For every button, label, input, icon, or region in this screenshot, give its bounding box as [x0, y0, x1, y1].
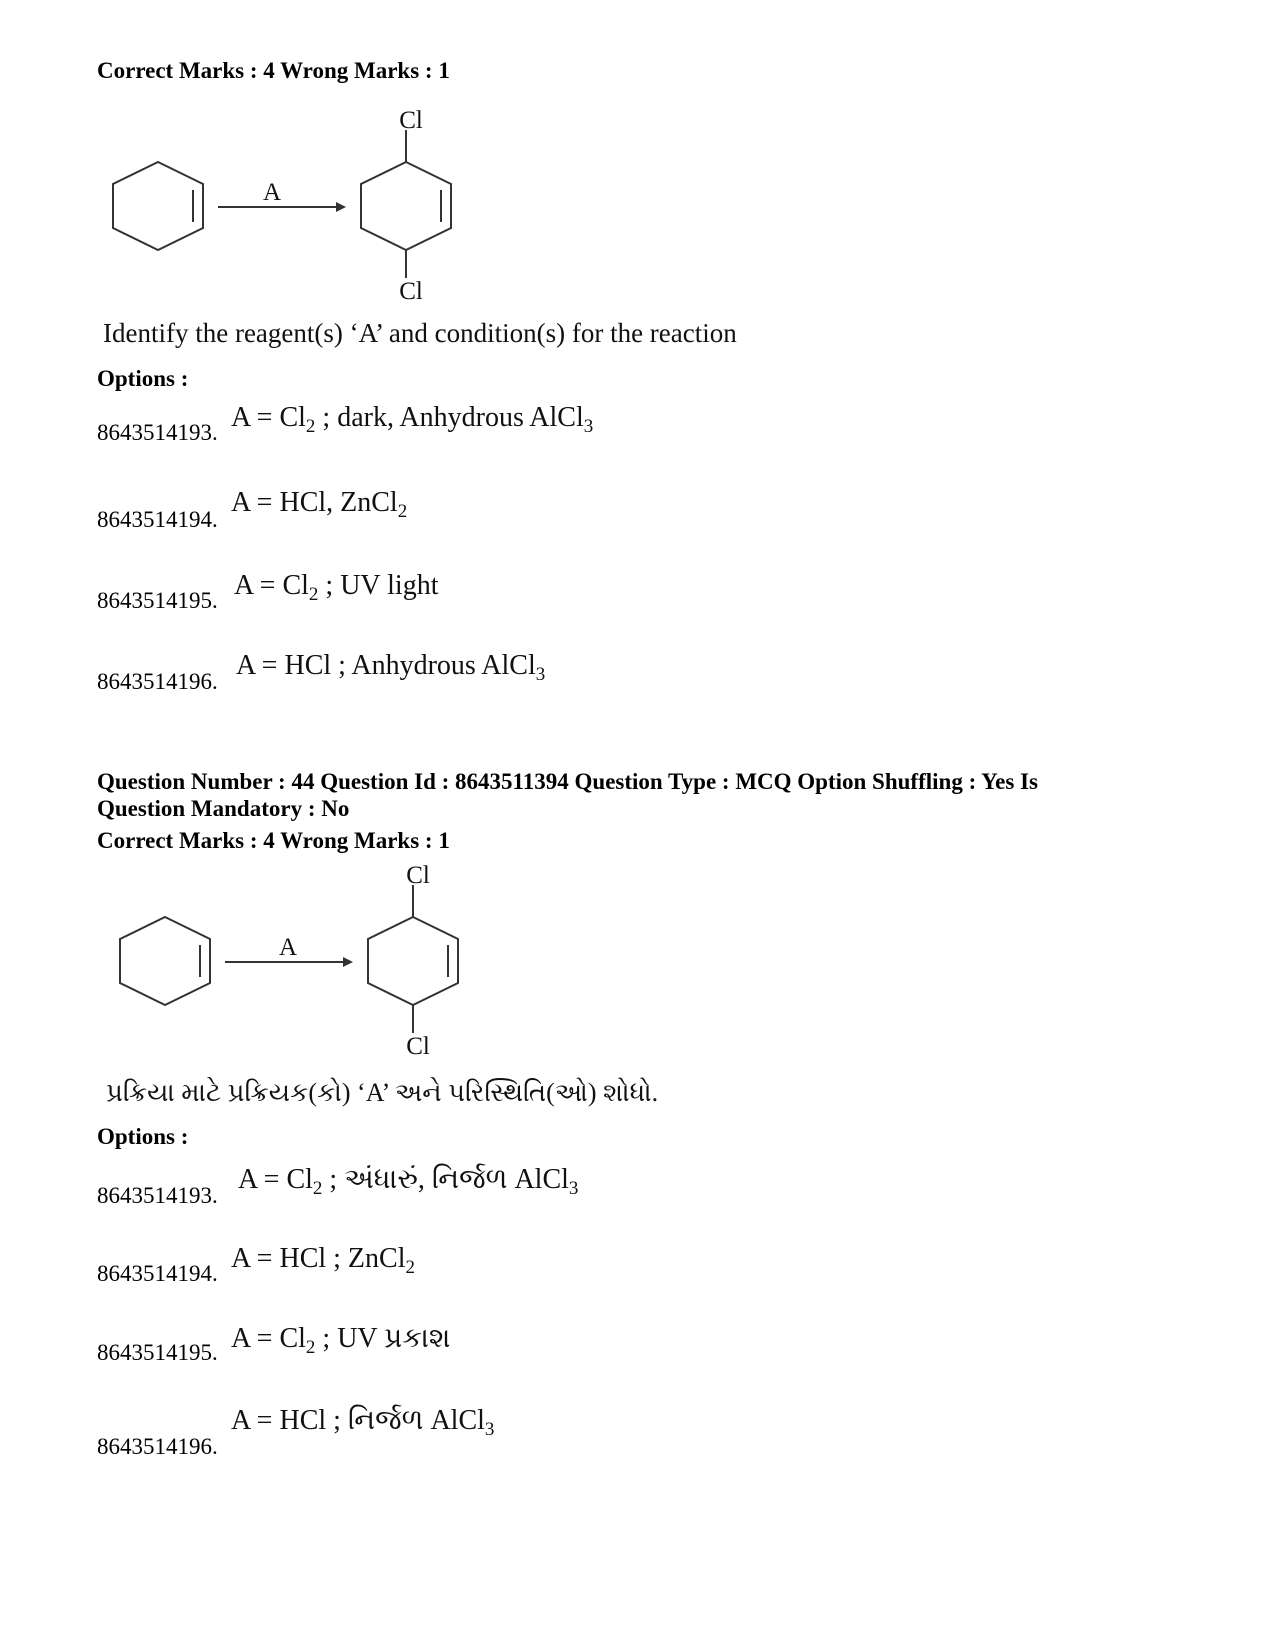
cyclohexene-ring: [120, 917, 210, 1005]
q43-options-label: Options :: [97, 366, 189, 391]
q44-option-4-id: 8643514196.: [97, 1434, 218, 1459]
substituent-bottom: Cl: [399, 278, 423, 305]
q44-reaction-diagram: [107, 855, 507, 1065]
q43-marks: Correct Marks : 4 Wrong Marks : 1: [97, 58, 450, 83]
q44-option-1-id: 8643514193.: [97, 1183, 218, 1208]
q44-prompt: પ્રક્રિયા માટે પ્રક્રિયક(કો) ‘A’ અને પરિસ્થિતિ(ઓ) શોધો.: [106, 1078, 659, 1107]
q43-option-2-id: 8643514194.: [97, 507, 218, 532]
substituent-top: Cl: [399, 107, 423, 134]
q43-option-1-id: 8643514193.: [97, 420, 218, 445]
cyclohexene-ring: [113, 162, 203, 250]
q44-option-2-id: 8643514194.: [97, 1261, 218, 1286]
q43-prompt: Identify the reagent(s) ‘A’ and condition(s) for the reaction: [103, 318, 737, 348]
product-ring: [361, 162, 451, 250]
q44-option-4[interactable]: A = HCl ; નિર્જળ AlCl$_3$: [231, 1405, 495, 1440]
q43-option-2[interactable]: A = HCl, ZnCl$_2$: [231, 487, 408, 522]
q44-header-line1: Question Number : 44 Question Id : 8643511394 Question Type : MCQ Option Shuffling : Yes Is: [97, 769, 1038, 794]
q43-reaction-diagram: [100, 100, 500, 310]
q43-option-4[interactable]: A = HCl ; Anhydrous AlCl$_3$: [236, 650, 546, 685]
q44-marks: Correct Marks : 4 Wrong Marks : 1: [97, 828, 450, 853]
q44-option-1[interactable]: $A = Cl_2$ ; અંધારું, નિર્જળ AlCl$_3$: [238, 1164, 579, 1199]
arrow-head: [336, 202, 346, 212]
q43-option-3-id: 8643514195.: [97, 588, 218, 613]
reagent-label: A: [278, 934, 298, 961]
product-ring: [368, 917, 458, 1005]
q44-option-3-id: 8643514195.: [97, 1340, 218, 1365]
q43-option-1[interactable]: $A = Cl_2$ ; dark, Anhydrous AlCl$_3$: [231, 402, 594, 437]
q44-options-label: Options :: [97, 1124, 189, 1149]
q44-option-2[interactable]: A = HCl ; ZnCl$_2$: [231, 1243, 415, 1278]
q43-option-3[interactable]: $A = Cl_2$ ; UV light: [234, 570, 439, 605]
reagent-label: A: [262, 179, 282, 206]
q43-option-4-id: 8643514196.: [97, 669, 218, 694]
substituent-top: Cl: [406, 862, 430, 889]
arrow-head: [343, 957, 353, 967]
substituent-bottom: Cl: [406, 1033, 430, 1060]
q44-option-3[interactable]: $A = Cl_2$ ; UV પ્રકાશ: [231, 1323, 451, 1358]
q44-header-line2: Question Mandatory : No: [97, 796, 350, 821]
